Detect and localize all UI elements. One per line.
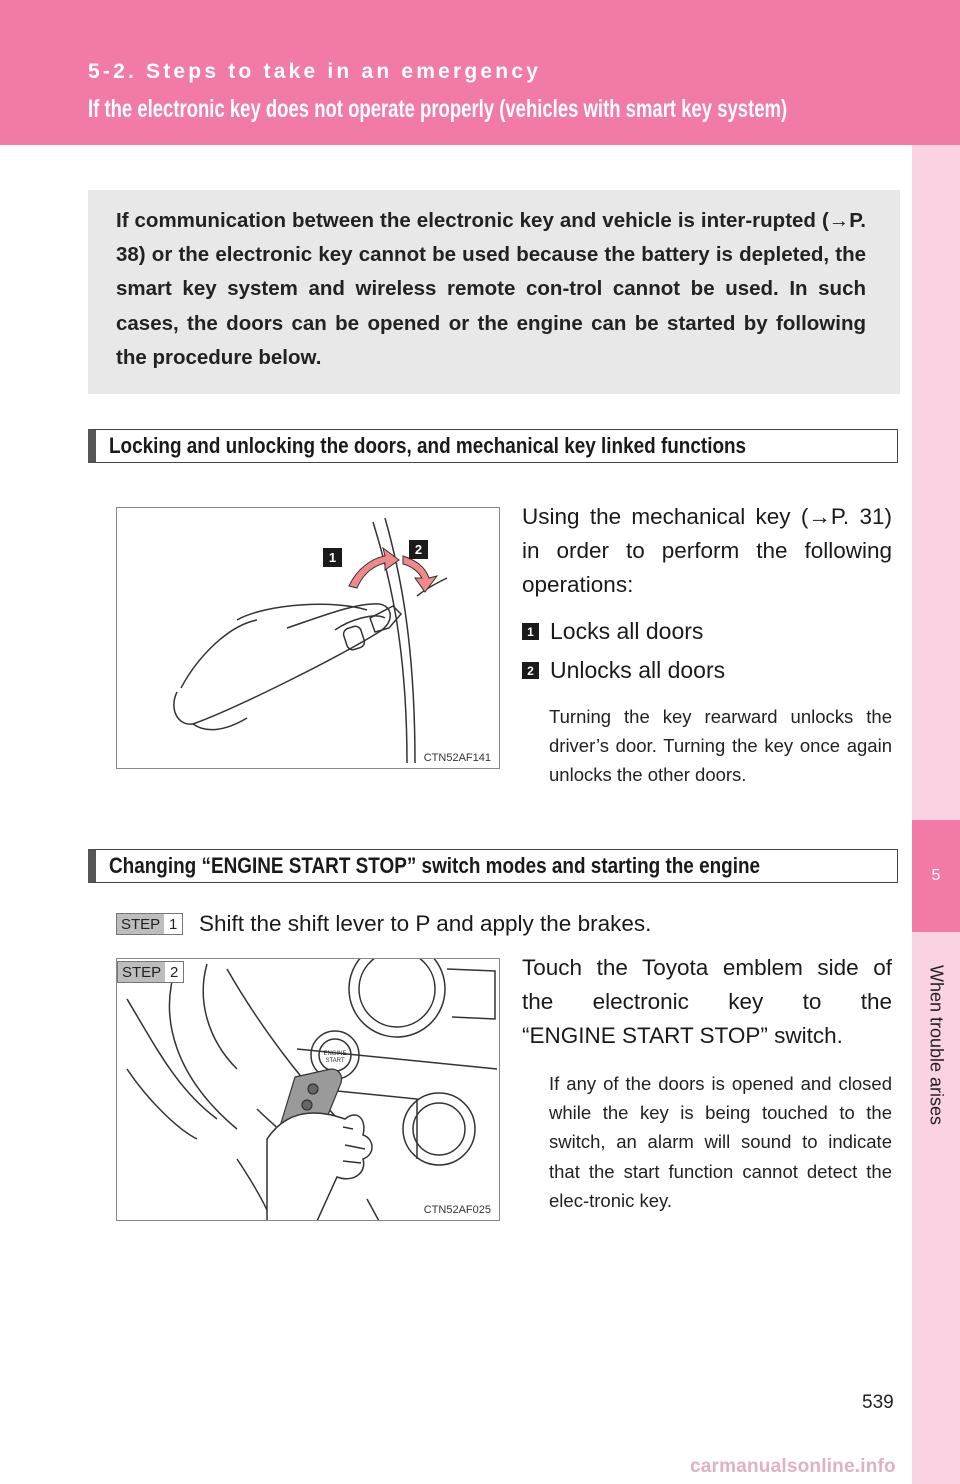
- door-handle-illustration: [116, 507, 500, 769]
- step1-text: Shift the shift lever to P and apply the brakes.: [199, 911, 652, 936]
- intro-text: If communication between the electronic key and vehicle is inter-rupted (→P. 38) or the electronic key cannot be used because the battery is depleted, the smart key system and wireless remote con-trol cannot be used. In such cases, the doors can be opened or the engine can be started by following the procedure below.: [116, 209, 866, 369]
- chapter-side-strip: [912, 145, 960, 1484]
- hand-icon: [267, 1113, 372, 1221]
- section-heading-engine: Changing “ENGINE START STOP” switch modes and starting the engine: [88, 849, 898, 883]
- section1-intro-text: Using the mechanical key (→P. 31) in order to perform the following operations:: [522, 504, 892, 597]
- alarm-note: If any of the doors is opened and closed while the key is being touched to the switch, an alarm will sound to indicate that the start function cannot detect the elec-tronic key.: [549, 1073, 892, 1211]
- figure-code: CTN52AF141: [423, 752, 491, 764]
- number-badge-2: 2: [522, 662, 539, 679]
- page-number: 539: [862, 1392, 894, 1413]
- page-title: If the electronic key does not operate properly (vehicles with smart key system): [88, 95, 788, 123]
- switch-text-engine: ENGINE: [323, 1051, 347, 1057]
- number-badge-1: 1: [522, 623, 539, 640]
- section-label: 5-2. Steps to take in an emergency: [88, 60, 542, 83]
- chapter-title: When trouble arises: [926, 964, 947, 1126]
- unlock-note: Turning the key rearward unlocks the driver’s door. Turning the key once again unlocks the other doors.: [549, 706, 892, 786]
- engine-switch-illustration: [116, 958, 500, 1221]
- step2-text: Touch the Toyota emblem side of the electronic key to the “ENGINE START STOP” switch.: [522, 955, 892, 1048]
- figure-badge-1-label: 1: [328, 550, 337, 565]
- section-heading-doors: Locking and unlocking the doors, and mechanical key linked functions: [88, 429, 898, 463]
- chapter-number: 5: [931, 867, 941, 884]
- step-badge-2: STEP 2: [117, 961, 184, 983]
- chapter-tab[interactable]: [912, 820, 960, 932]
- door-handle-drawing: [117, 508, 500, 769]
- intro-box: [88, 190, 900, 394]
- list-item-unlock: 2 Unlocks all doors: [522, 657, 725, 684]
- list-item-lock: 1 Locks all doors: [522, 618, 703, 645]
- switch-text-start: START: [325, 1058, 345, 1064]
- figure-badge-2-label: 2: [414, 542, 423, 557]
- figure-code: CTN52AF025: [423, 1204, 491, 1216]
- step-badge-1: STEP 1: [116, 913, 183, 935]
- watermark: carmanualsonline.info: [690, 1456, 896, 1477]
- engine-switch-drawing: [117, 959, 500, 1221]
